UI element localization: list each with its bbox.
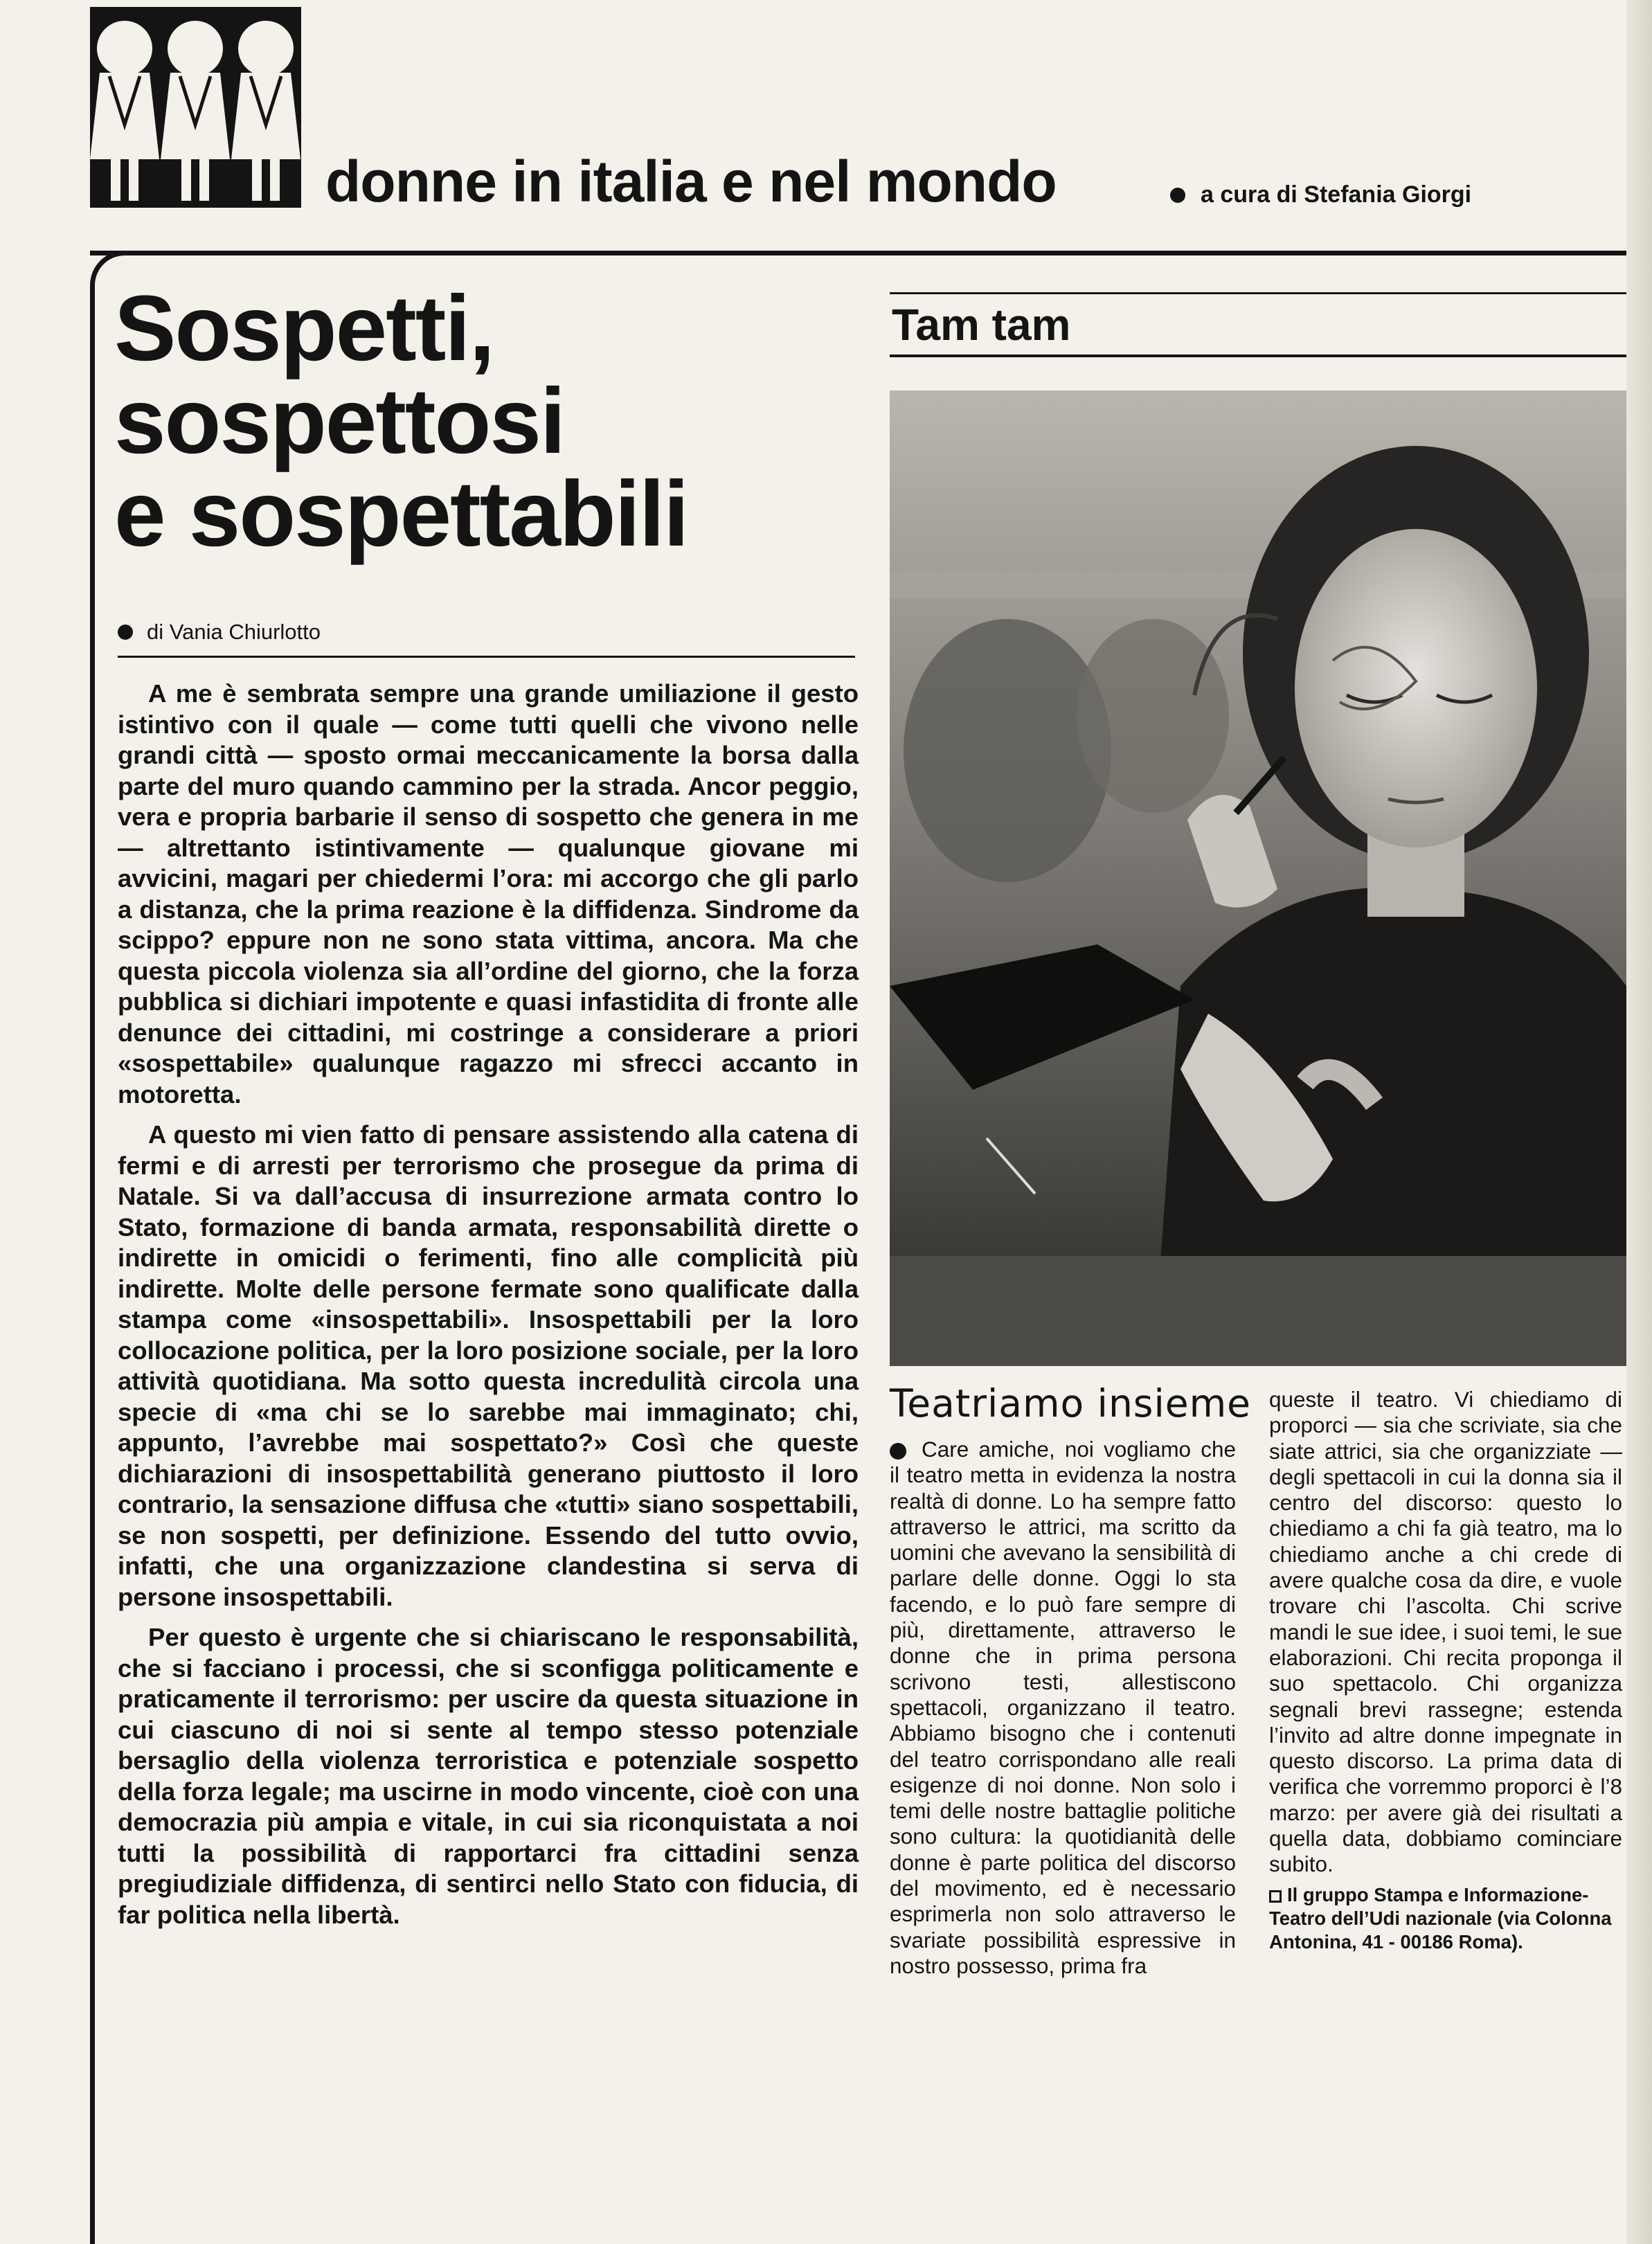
column-rule-bottom <box>890 354 1626 357</box>
column-title: Tam tam <box>892 300 1071 350</box>
headline-line-2: sospettosi <box>114 370 565 473</box>
section-title: donne in italia e nel mondo <box>325 149 1057 214</box>
column-subhead: Teatriamo insieme <box>890 1381 1251 1426</box>
article-headline <box>114 277 876 566</box>
signature <box>1269 1883 1622 1954</box>
article-paragraph: Per questo è urgente che si chiariscano le responsabilità, che si facciano i processi, che si sconfigga politicamente e praticamente il terrorismo: per uscire da questa situazione in cui ciascuno di noi si sente al tempo stesso potenziale bersaglio della violenza terroristica e potenziale sospetto della forza legale; ma uscirne in modo vincente, cioè con una democrazia più ampia e vitale, in cui sia riconquistata a noi tutti la possibilità di rapportarci fra cittadini senza pregiudiziale diffidenza, di sentirci nello Stato con fiducia, di far politica nella libertà. <box>118 1623 859 1929</box>
article-body <box>118 679 859 1940</box>
column-text-2 <box>1269 1387 1622 1954</box>
bullet-icon <box>118 625 133 640</box>
page-edge <box>1626 0 1652 2244</box>
column-rule-top <box>890 292 1626 294</box>
curator-credit <box>1170 181 1471 208</box>
column-text-1 <box>890 1437 1236 1979</box>
headline-line-1: Sospetti, <box>114 277 494 380</box>
byline <box>118 620 321 645</box>
byline-text: di Vania Chiurlotto <box>147 620 321 644</box>
signature-text: Il gruppo Stampa e Informazione-Teatro dell’Udi nazionale (via Colonna Antonina, 41 - 00186 Roma). <box>1269 1883 1612 1953</box>
column-text-1-content: Care amiche, noi vogliamo che il teatro metta in evidenza la nostra realtà di donne. Lo ha sempre fatto attraverso le attrici, ma scritto da uomini che avevano la sensibilità di parlare delle donne. Oggi lo sta facendo, e lo può fare sempre di più, direttamente, attraverso le donne che in prima persona scrivono testi, allestiscono spettacoli, organizzano il teatro. Abbiamo bisogno che i contenuti del teatro corrispondano alle reali esigenze di noi donne. Non solo i temi delle nostre battaglie politiche sono cultura: la quotidianità delle donne è parte politica del discorso del movimento, ed è necessario esprimerla non solo attraverso le svariate possibilità espressive in nostro possesso, prima fra <box>890 1437 1236 1978</box>
article-paragraph: A questo mi vien fatto di pensare assistendo alla catena di fermi e di arresti per terrorismo che prosegue da prima di Natale. Si va dall’accusa di insurrezione armata contro lo Stato, formazione di banda armata, responsabilità dirette o indirette in omicidi o ferimenti, fino alle complicità più indirette. Molte delle persone fermate sono qualificate dalla stampa come «insospettabili». Insospettabili per la loro collocazione politica, per la loro posizione sociale, per la loro attività quotidiana. Ma sotto questa incredulità circola una specie di «ma chi se lo sarebbe mai immaginato; chi, appunto, l’avrebbe mai sospettato?» Così che queste dichiarazioni di insospettabilità generano piuttosto il loro contrario, la sensazione diffusa che «tutti» siano sospettabili, se non sospetti, per definizione. Essendo del tutto ovvio, infatti, che una organizzazione clandestina si serva di persone insospettabili. <box>118 1120 859 1611</box>
actress-makeup-photo <box>890 391 1626 1366</box>
column-text-2-content: queste il teatro. Vi chiediamo di proporci — sia che scriviate, sia che siate attrici, sia che organizziate — degli spettacoli in cui la donna sia il centro del discorso: questo lo chiediamo a chi fa già teatro, ma lo chiediamo anche a chi crede di avere qualche cosa da dire, e vuole trovare chi l’ascolta. Chi scrive mandi le sue idee, i suoi temi, le sue elaborazioni. Chi recita proponga il suo spettacolo. Chi organizza segnali brevi rassegne; estenda l’invito ad altre donne impegnate in questo discorso. La prima data di verifica che vorremmo proporci è l’8 marzo: per avere già dei risultati a quella data, dobbiamo cominciare subito. <box>1269 1387 1622 1877</box>
byline-rule <box>118 656 855 658</box>
frame-left-rule <box>90 291 95 2244</box>
article-paragraph: A me è sembrata sempre una grande umiliazione il gesto istintivo con il quale — come tutti quelli che vivono nelle grandi città — sposto ormai meccanicamente la borsa dalla parte del muro quando cammino per la strada. Ancor peggio, vera e propria barbarie il senso di sospetto che genera in me — altrettanto istintivamente — qualunque giovane mi avvicini, magari per chiedermi l’ora: mi accorgo che gli parlo a distanza, che la prima reazione è la diffidenza. Sindrome da scippo? eppure non ne sono stata vittima, ancora. Ma che questa piccola violenza sia all’ordine del giorno, che la forza pubblica si dichiari impotente e quasi infastidita di fronte alle denunce dei cittadini, mi costringe a considerare a priori «sospettabile» qualunque ragazzo mi sfrecci accanto in motoretta. <box>118 679 859 1108</box>
headline-line-3: e sospettabili <box>114 463 688 566</box>
bullet-icon <box>1170 188 1185 203</box>
three-women-logo-icon <box>90 7 301 208</box>
header-rule <box>90 251 1652 255</box>
curator-text: a cura di Stefania Giorgi <box>1201 181 1472 208</box>
square-bullet-icon <box>1269 1890 1282 1903</box>
bullet-icon <box>890 1443 906 1460</box>
